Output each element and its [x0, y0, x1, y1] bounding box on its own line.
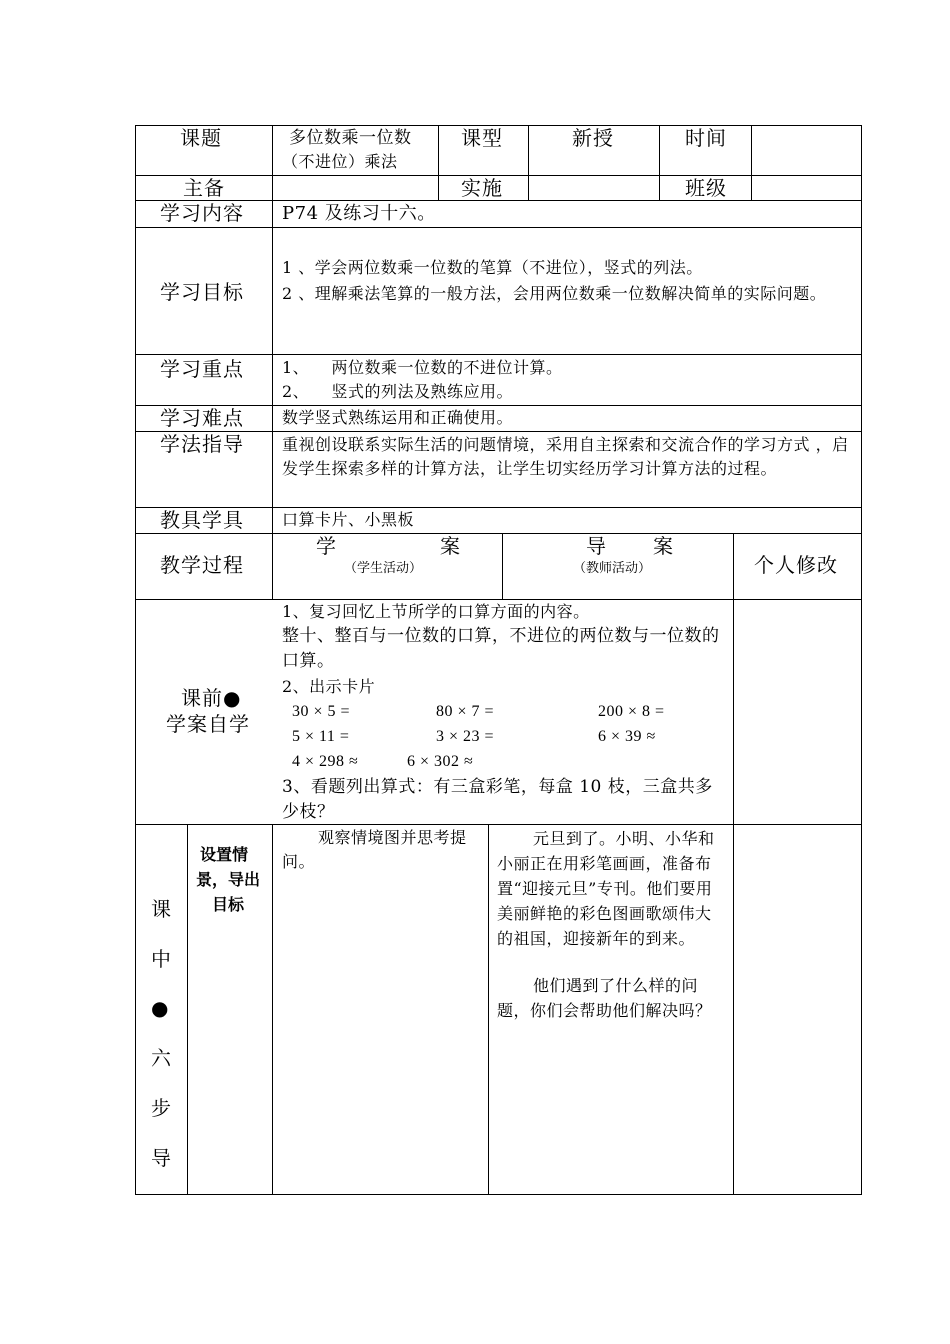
card-expression: 4 × 298 ≈ [292, 753, 359, 770]
difficulty-value: 数学竖式熟练运用和正确使用。 [282, 408, 514, 427]
content-value: P74 及练习十六。 [282, 203, 436, 224]
pre-class-label-line1: 课前● [181, 686, 242, 710]
content-label: 学习内容 [160, 201, 244, 225]
student-title-1: 学 [316, 534, 337, 558]
card-expression: 5 × 11 = [292, 728, 350, 745]
card-expression: 3 × 23 = [436, 728, 495, 745]
grid-line [135, 599, 862, 600]
grid-line [135, 1194, 862, 1195]
difficulty-label: 学习难点 [160, 406, 244, 430]
student-subtitle: （学生活动） [344, 561, 423, 576]
tools-label: 教具学具 [160, 508, 244, 532]
in-class-student-text: 观察情境图并思考提问。 [282, 828, 467, 871]
student-title-2: 案 [440, 534, 461, 558]
time-label: 时间 [685, 126, 727, 150]
grid-line [135, 227, 862, 228]
grid-line [659, 125, 660, 200]
grid-line [135, 125, 136, 1195]
grid-line [751, 125, 752, 200]
grid-line [135, 200, 862, 201]
grid-line [135, 354, 862, 355]
goals-item-1: 1 、学会两位数乘一位数的笔算（不进位），竖式的列法。 [282, 258, 703, 277]
grid-line [438, 125, 439, 200]
goals-label: 学习目标 [160, 280, 244, 304]
grid-line [187, 824, 188, 1195]
pre-class-label-line2: 学案自学 [166, 712, 250, 736]
personal-label: 个人修改 [754, 553, 838, 577]
focus-label: 学习重点 [160, 357, 244, 381]
step-label-line3: 目标 [212, 895, 245, 914]
impl-label: 实施 [461, 176, 503, 200]
in-class-label-char: ● [151, 996, 170, 1020]
teacher-subtitle: （教师活动） [573, 561, 652, 576]
grid-line [488, 824, 489, 1195]
method-label: 学法指导 [160, 432, 244, 456]
pre-class-item-2: 整十、整百与一位数的口算，不进位的两位数与一位数的口算。 [282, 626, 720, 671]
class-label: 班级 [685, 176, 727, 200]
teacher-title-2: 案 [653, 534, 674, 558]
grid-line [528, 125, 529, 200]
prep-label: 主备 [183, 176, 225, 200]
pre-class-item-1: 1、复习回忆上节所学的口算方面的内容。 [282, 602, 590, 621]
step-label-line1: 设置情 [200, 845, 249, 864]
grid-line [272, 824, 273, 1195]
type-value: 新授 [572, 126, 614, 150]
topic-value-line2: （不进位）乘法 [282, 152, 398, 171]
grid-line [272, 125, 273, 599]
method-value: 重视创设联系实际生活的问题情境，采用自主探索和交流合作的学习方式 ，启发学生探索多样的计算方法，让学生切实经历学习计算方法的过程。 [282, 435, 849, 478]
grid-line [135, 507, 862, 508]
pre-class-item-4: 3、看题列出算式：有三盒彩笔，每盒 10 枝，三盒共多少枝？ [282, 777, 713, 822]
goals-item-2: 2 、理解乘法笔算的一般方法，会用两位数乘一位数解决简单的实际问题。 [282, 284, 827, 303]
grid-line [135, 405, 862, 406]
grid-line [733, 533, 734, 1195]
topic-value-line1: 多位数乘一位数 [289, 128, 412, 148]
tools-value: 口算卡片、小黑板 [282, 510, 415, 529]
grid-line [502, 533, 503, 599]
grid-line [135, 533, 862, 534]
focus-item-1: 1、 两位数乘一位数的不进位计算。 [282, 358, 563, 377]
type-label: 课型 [461, 126, 503, 150]
teacher-title-1: 导 [586, 534, 607, 558]
card-expression: 80 × 7 = [436, 703, 495, 720]
in-class-label-char: 步 [151, 1096, 172, 1120]
grid-line [861, 125, 862, 1195]
process-label: 教学过程 [160, 553, 244, 577]
pre-class-item-3: 2、出示卡片 [282, 677, 376, 696]
card-expression: 6 × 302 ≈ [407, 753, 474, 770]
in-class-label-char: 中 [151, 947, 172, 971]
in-class-teacher-para-1: 元旦到了。小明、小华和小丽正在用彩笔画画，准备布置“迎接元旦”专刊。他们要用美丽鲜艳的彩色图画歌颂伟大的祖国，迎接新年的到来。 [497, 829, 715, 948]
card-expression: 6 × 39 ≈ [598, 728, 656, 745]
in-class-label-char: 课 [151, 897, 172, 921]
grid-line [135, 431, 862, 432]
in-class-label-char: 导 [151, 1146, 172, 1170]
step-label-line2: 景，导出 [196, 870, 261, 889]
topic-label: 课题 [180, 126, 222, 150]
in-class-teacher-para-2: 他们遇到了什么样的问题，你们会帮助他们解决吗？ [497, 976, 712, 1020]
in-class-label-char: 六 [151, 1046, 172, 1070]
card-expression: 200 × 8 = [598, 703, 665, 720]
card-expression: 30 × 5 = [292, 703, 351, 720]
focus-item-2: 2、 竖式的列法及熟练应用。 [282, 382, 514, 401]
